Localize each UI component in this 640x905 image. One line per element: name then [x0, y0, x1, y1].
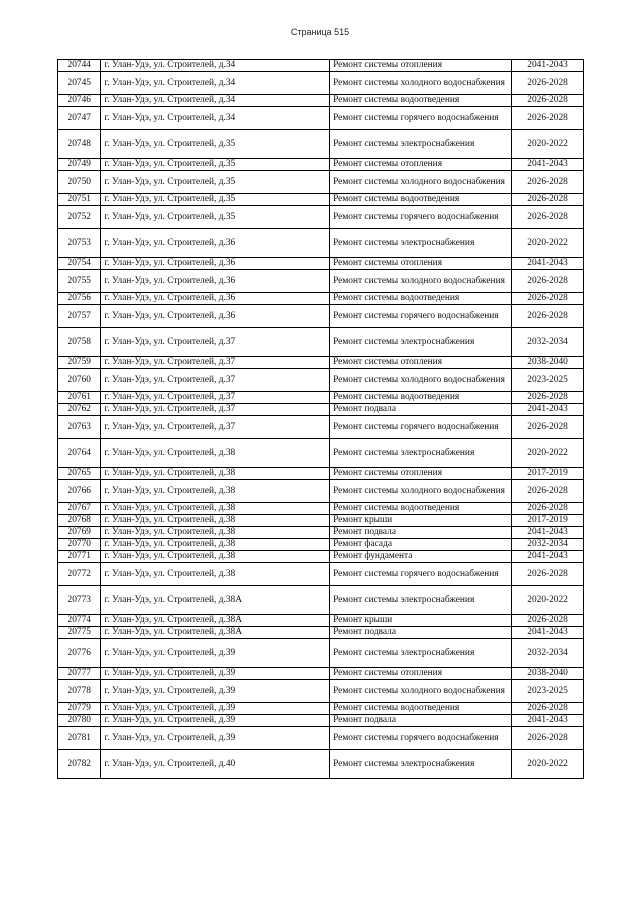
cell-work-type: Ремонт системы горячего водоснабжения [330, 416, 512, 439]
cell-address: г. Улан-Удэ, ул. Строителей, д.39 [101, 727, 330, 750]
cell-work-type: Ремонт системы отопления [330, 258, 512, 270]
table-row [58, 639, 584, 668]
cell-address: г. Улан-Удэ, ул. Строителей, д.39 [101, 703, 330, 715]
cell-work-type: Ремонт крыши [330, 615, 512, 627]
cell-work-type: Ремонт системы горячего водоснабжения [330, 107, 512, 130]
cell-address: г. Улан-Удэ, ул. Строителей, д.36 [101, 229, 330, 258]
cell-work-type: Ремонт фасада [330, 539, 512, 551]
cell-number: 20781 [58, 727, 101, 750]
table-row [58, 130, 584, 159]
cell-address: г. Улан-Удэ, ул. Строителей, д.34 [101, 60, 330, 72]
table-row [58, 95, 584, 107]
table-row [58, 72, 584, 95]
cell-work-type: Ремонт системы горячего водоснабжения [330, 206, 512, 229]
cell-number: 20746 [58, 95, 101, 107]
cell-period: 2026-2028 [512, 392, 584, 404]
cell-number: 20750 [58, 171, 101, 194]
cell-address: г. Улан-Удэ, ул. Строителей, д.36 [101, 305, 330, 328]
cell-work-type: Ремонт системы отопления [330, 468, 512, 480]
cell-number: 20760 [58, 369, 101, 392]
table-row [58, 392, 584, 404]
cell-number: 20764 [58, 439, 101, 468]
cell-address: г. Улан-Удэ, ул. Строителей, д.34 [101, 72, 330, 95]
cell-number: 20782 [58, 750, 101, 779]
cell-work-type: Ремонт подвала [330, 627, 512, 639]
cell-address: г. Улан-Удэ, ул. Строителей, д.38 [101, 468, 330, 480]
table-row [58, 615, 584, 627]
cell-period: 2026-2028 [512, 171, 584, 194]
cell-address: г. Улан-Удэ, ул. Строителей, д.37 [101, 392, 330, 404]
page-number-header: Страница 515 [290, 27, 350, 37]
cell-address: г. Улан-Удэ, ул. Строителей, д.38 [101, 527, 330, 539]
table-row [58, 369, 584, 392]
cell-address: г. Улан-Удэ, ул. Строителей, д.38 [101, 515, 330, 527]
cell-period: 2026-2028 [512, 293, 584, 305]
cell-address: г. Улан-Удэ, ул. Строителей, д.37 [101, 404, 330, 416]
cell-period: 2026-2028 [512, 305, 584, 328]
cell-period: 2017-2019 [512, 468, 584, 480]
cell-work-type: Ремонт системы электроснабжения [330, 439, 512, 468]
cell-number: 20777 [58, 668, 101, 680]
table-row [58, 527, 584, 539]
table-row [58, 539, 584, 551]
cell-work-type: Ремонт системы водоотведения [330, 194, 512, 206]
cell-period: 2041-2043 [512, 60, 584, 72]
repair-schedule-table [57, 59, 584, 779]
cell-address: г. Улан-Удэ, ул. Строителей, д.35 [101, 206, 330, 229]
cell-number: 20755 [58, 270, 101, 293]
cell-number: 20772 [58, 563, 101, 586]
cell-period: 2026-2028 [512, 72, 584, 95]
cell-work-type: Ремонт системы холодного водоснабжения [330, 171, 512, 194]
table-row [58, 229, 584, 258]
cell-period: 2026-2028 [512, 563, 584, 586]
cell-number: 20778 [58, 680, 101, 703]
cell-work-type: Ремонт системы водоотведения [330, 293, 512, 305]
cell-work-type: Ремонт системы горячего водоснабжения [330, 727, 512, 750]
table-row [58, 404, 584, 416]
table-row [58, 293, 584, 305]
cell-address: г. Улан-Удэ, ул. Строителей, д.38 [101, 480, 330, 503]
cell-address: г. Улан-Удэ, ул. Строителей, д.35 [101, 171, 330, 194]
cell-period: 2026-2028 [512, 270, 584, 293]
cell-address: г. Улан-Удэ, ул. Строителей, д.37 [101, 328, 330, 357]
cell-address: г. Улан-Удэ, ул. Строителей, д.40 [101, 750, 330, 779]
table-row [58, 563, 584, 586]
cell-number: 20745 [58, 72, 101, 95]
cell-period: 2041-2043 [512, 258, 584, 270]
cell-work-type: Ремонт системы водоотведения [330, 95, 512, 107]
cell-period: 2032-2034 [512, 539, 584, 551]
cell-address: г. Улан-Удэ, ул. Строителей, д.39 [101, 715, 330, 727]
table-row [58, 715, 584, 727]
cell-number: 20779 [58, 703, 101, 715]
cell-period: 2026-2028 [512, 703, 584, 715]
cell-period: 2026-2028 [512, 416, 584, 439]
cell-number: 20756 [58, 293, 101, 305]
cell-work-type: Ремонт системы электроснабжения [330, 130, 512, 159]
cell-number: 20763 [58, 416, 101, 439]
table-row [58, 668, 584, 680]
cell-address: г. Улан-Удэ, ул. Строителей, д.38 [101, 563, 330, 586]
table-row [58, 680, 584, 703]
cell-period: 2026-2028 [512, 480, 584, 503]
cell-work-type: Ремонт системы электроснабжения [330, 328, 512, 357]
cell-number: 20748 [58, 130, 101, 159]
cell-address: г. Улан-Удэ, ул. Строителей, д.34 [101, 95, 330, 107]
table-row [58, 206, 584, 229]
cell-work-type: Ремонт системы водоотведения [330, 392, 512, 404]
cell-period: 2026-2028 [512, 615, 584, 627]
cell-number: 20762 [58, 404, 101, 416]
cell-number: 20751 [58, 194, 101, 206]
table-row [58, 357, 584, 369]
cell-address: г. Улан-Удэ, ул. Строителей, д.38А [101, 627, 330, 639]
table-row [58, 107, 584, 130]
cell-address: г. Улан-Удэ, ул. Строителей, д.38 [101, 539, 330, 551]
cell-work-type: Ремонт системы отопления [330, 668, 512, 680]
table-row [58, 627, 584, 639]
cell-period: 2041-2043 [512, 159, 584, 171]
cell-period: 2020-2022 [512, 750, 584, 779]
cell-address: г. Улан-Удэ, ул. Строителей, д.38А [101, 586, 330, 615]
cell-number: 20765 [58, 468, 101, 480]
cell-number: 20766 [58, 480, 101, 503]
cell-address: г. Улан-Удэ, ул. Строителей, д.39 [101, 680, 330, 703]
cell-number: 20757 [58, 305, 101, 328]
cell-number: 20774 [58, 615, 101, 627]
cell-period: 2041-2043 [512, 715, 584, 727]
cell-work-type: Ремонт подвала [330, 715, 512, 727]
cell-work-type: Ремонт системы холодного водоснабжения [330, 270, 512, 293]
cell-period: 2020-2022 [512, 439, 584, 468]
cell-work-type: Ремонт системы отопления [330, 357, 512, 369]
cell-period: 2026-2028 [512, 194, 584, 206]
table-row [58, 171, 584, 194]
cell-address: г. Улан-Удэ, ул. Строителей, д.37 [101, 369, 330, 392]
table-row [58, 305, 584, 328]
cell-address: г. Улан-Удэ, ул. Строителей, д.35 [101, 194, 330, 206]
cell-address: г. Улан-Удэ, ул. Строителей, д.38 [101, 551, 330, 563]
table-row [58, 480, 584, 503]
cell-period: 2026-2028 [512, 107, 584, 130]
cell-number: 20773 [58, 586, 101, 615]
cell-work-type: Ремонт системы электроснабжения [330, 750, 512, 779]
cell-work-type: Ремонт системы горячего водоснабжения [330, 563, 512, 586]
cell-address: г. Улан-Удэ, ул. Строителей, д.38 [101, 439, 330, 468]
cell-address: г. Улан-Удэ, ул. Строителей, д.36 [101, 293, 330, 305]
cell-address: г. Улан-Удэ, ул. Строителей, д.38 [101, 503, 330, 515]
cell-work-type: Ремонт системы холодного водоснабжения [330, 369, 512, 392]
cell-address: г. Улан-Удэ, ул. Строителей, д.35 [101, 130, 330, 159]
cell-address: г. Улан-Удэ, ул. Строителей, д.35 [101, 159, 330, 171]
cell-address: г. Улан-Удэ, ул. Строителей, д.39 [101, 668, 330, 680]
cell-period: 2041-2043 [512, 404, 584, 416]
cell-work-type: Ремонт подвала [330, 404, 512, 416]
cell-period: 2032-2034 [512, 639, 584, 668]
table-row [58, 159, 584, 171]
cell-period: 2026-2028 [512, 95, 584, 107]
cell-number: 20747 [58, 107, 101, 130]
cell-number: 20759 [58, 357, 101, 369]
cell-number: 20770 [58, 539, 101, 551]
cell-number: 20749 [58, 159, 101, 171]
cell-period: 2020-2022 [512, 586, 584, 615]
table-row [58, 468, 584, 480]
cell-number: 20758 [58, 328, 101, 357]
table-row [58, 270, 584, 293]
table-row [58, 551, 584, 563]
cell-address: г. Улан-Удэ, ул. Строителей, д.36 [101, 270, 330, 293]
cell-period: 2038-2040 [512, 668, 584, 680]
cell-period: 2020-2022 [512, 229, 584, 258]
cell-number: 20752 [58, 206, 101, 229]
table-row [58, 727, 584, 750]
cell-address: г. Улан-Удэ, ул. Строителей, д.38А [101, 615, 330, 627]
cell-number: 20767 [58, 503, 101, 515]
cell-number: 20769 [58, 527, 101, 539]
cell-number: 20780 [58, 715, 101, 727]
cell-work-type: Ремонт фундамента [330, 551, 512, 563]
cell-period: 2023-2025 [512, 369, 584, 392]
cell-period: 2023-2025 [512, 680, 584, 703]
cell-work-type: Ремонт системы отопления [330, 60, 512, 72]
table-row [58, 515, 584, 527]
cell-work-type: Ремонт системы электроснабжения [330, 639, 512, 668]
cell-work-type: Ремонт системы электроснабжения [330, 586, 512, 615]
cell-number: 20753 [58, 229, 101, 258]
cell-period: 2026-2028 [512, 503, 584, 515]
cell-period: 2041-2043 [512, 627, 584, 639]
cell-work-type: Ремонт системы отопления [330, 159, 512, 171]
cell-work-type: Ремонт системы холодного водоснабжения [330, 680, 512, 703]
table-row [58, 750, 584, 779]
cell-work-type: Ремонт системы горячего водоснабжения [330, 305, 512, 328]
table-row [58, 328, 584, 357]
cell-period: 2026-2028 [512, 206, 584, 229]
cell-period: 2032-2034 [512, 328, 584, 357]
cell-number: 20761 [58, 392, 101, 404]
cell-number: 20771 [58, 551, 101, 563]
cell-work-type: Ремонт системы водоотведения [330, 703, 512, 715]
table-row [58, 194, 584, 206]
cell-work-type: Ремонт системы электроснабжения [330, 229, 512, 258]
table-row [58, 258, 584, 270]
cell-number: 20768 [58, 515, 101, 527]
cell-address: г. Улан-Удэ, ул. Строителей, д.37 [101, 416, 330, 439]
cell-address: г. Улан-Удэ, ул. Строителей, д.37 [101, 357, 330, 369]
cell-period: 2041-2043 [512, 527, 584, 539]
cell-work-type: Ремонт подвала [330, 527, 512, 539]
table-row [58, 416, 584, 439]
cell-work-type: Ремонт системы холодного водоснабжения [330, 480, 512, 503]
cell-work-type: Ремонт крыши [330, 515, 512, 527]
cell-number: 20754 [58, 258, 101, 270]
table-row [58, 503, 584, 515]
cell-number: 20744 [58, 60, 101, 72]
table-row [58, 586, 584, 615]
cell-period: 2041-2043 [512, 551, 584, 563]
cell-period: 2038-2040 [512, 357, 584, 369]
cell-address: г. Улан-Удэ, ул. Строителей, д.34 [101, 107, 330, 130]
cell-work-type: Ремонт системы водоотведения [330, 503, 512, 515]
table-row [58, 703, 584, 715]
cell-period: 2026-2028 [512, 727, 584, 750]
table-body [58, 60, 584, 779]
cell-number: 20775 [58, 627, 101, 639]
cell-period: 2017-2019 [512, 515, 584, 527]
table-row [58, 439, 584, 468]
table-row [58, 60, 584, 72]
cell-number: 20776 [58, 639, 101, 668]
cell-address: г. Улан-Удэ, ул. Строителей, д.36 [101, 258, 330, 270]
cell-address: г. Улан-Удэ, ул. Строителей, д.39 [101, 639, 330, 668]
cell-period: 2020-2022 [512, 130, 584, 159]
cell-work-type: Ремонт системы холодного водоснабжения [330, 72, 512, 95]
